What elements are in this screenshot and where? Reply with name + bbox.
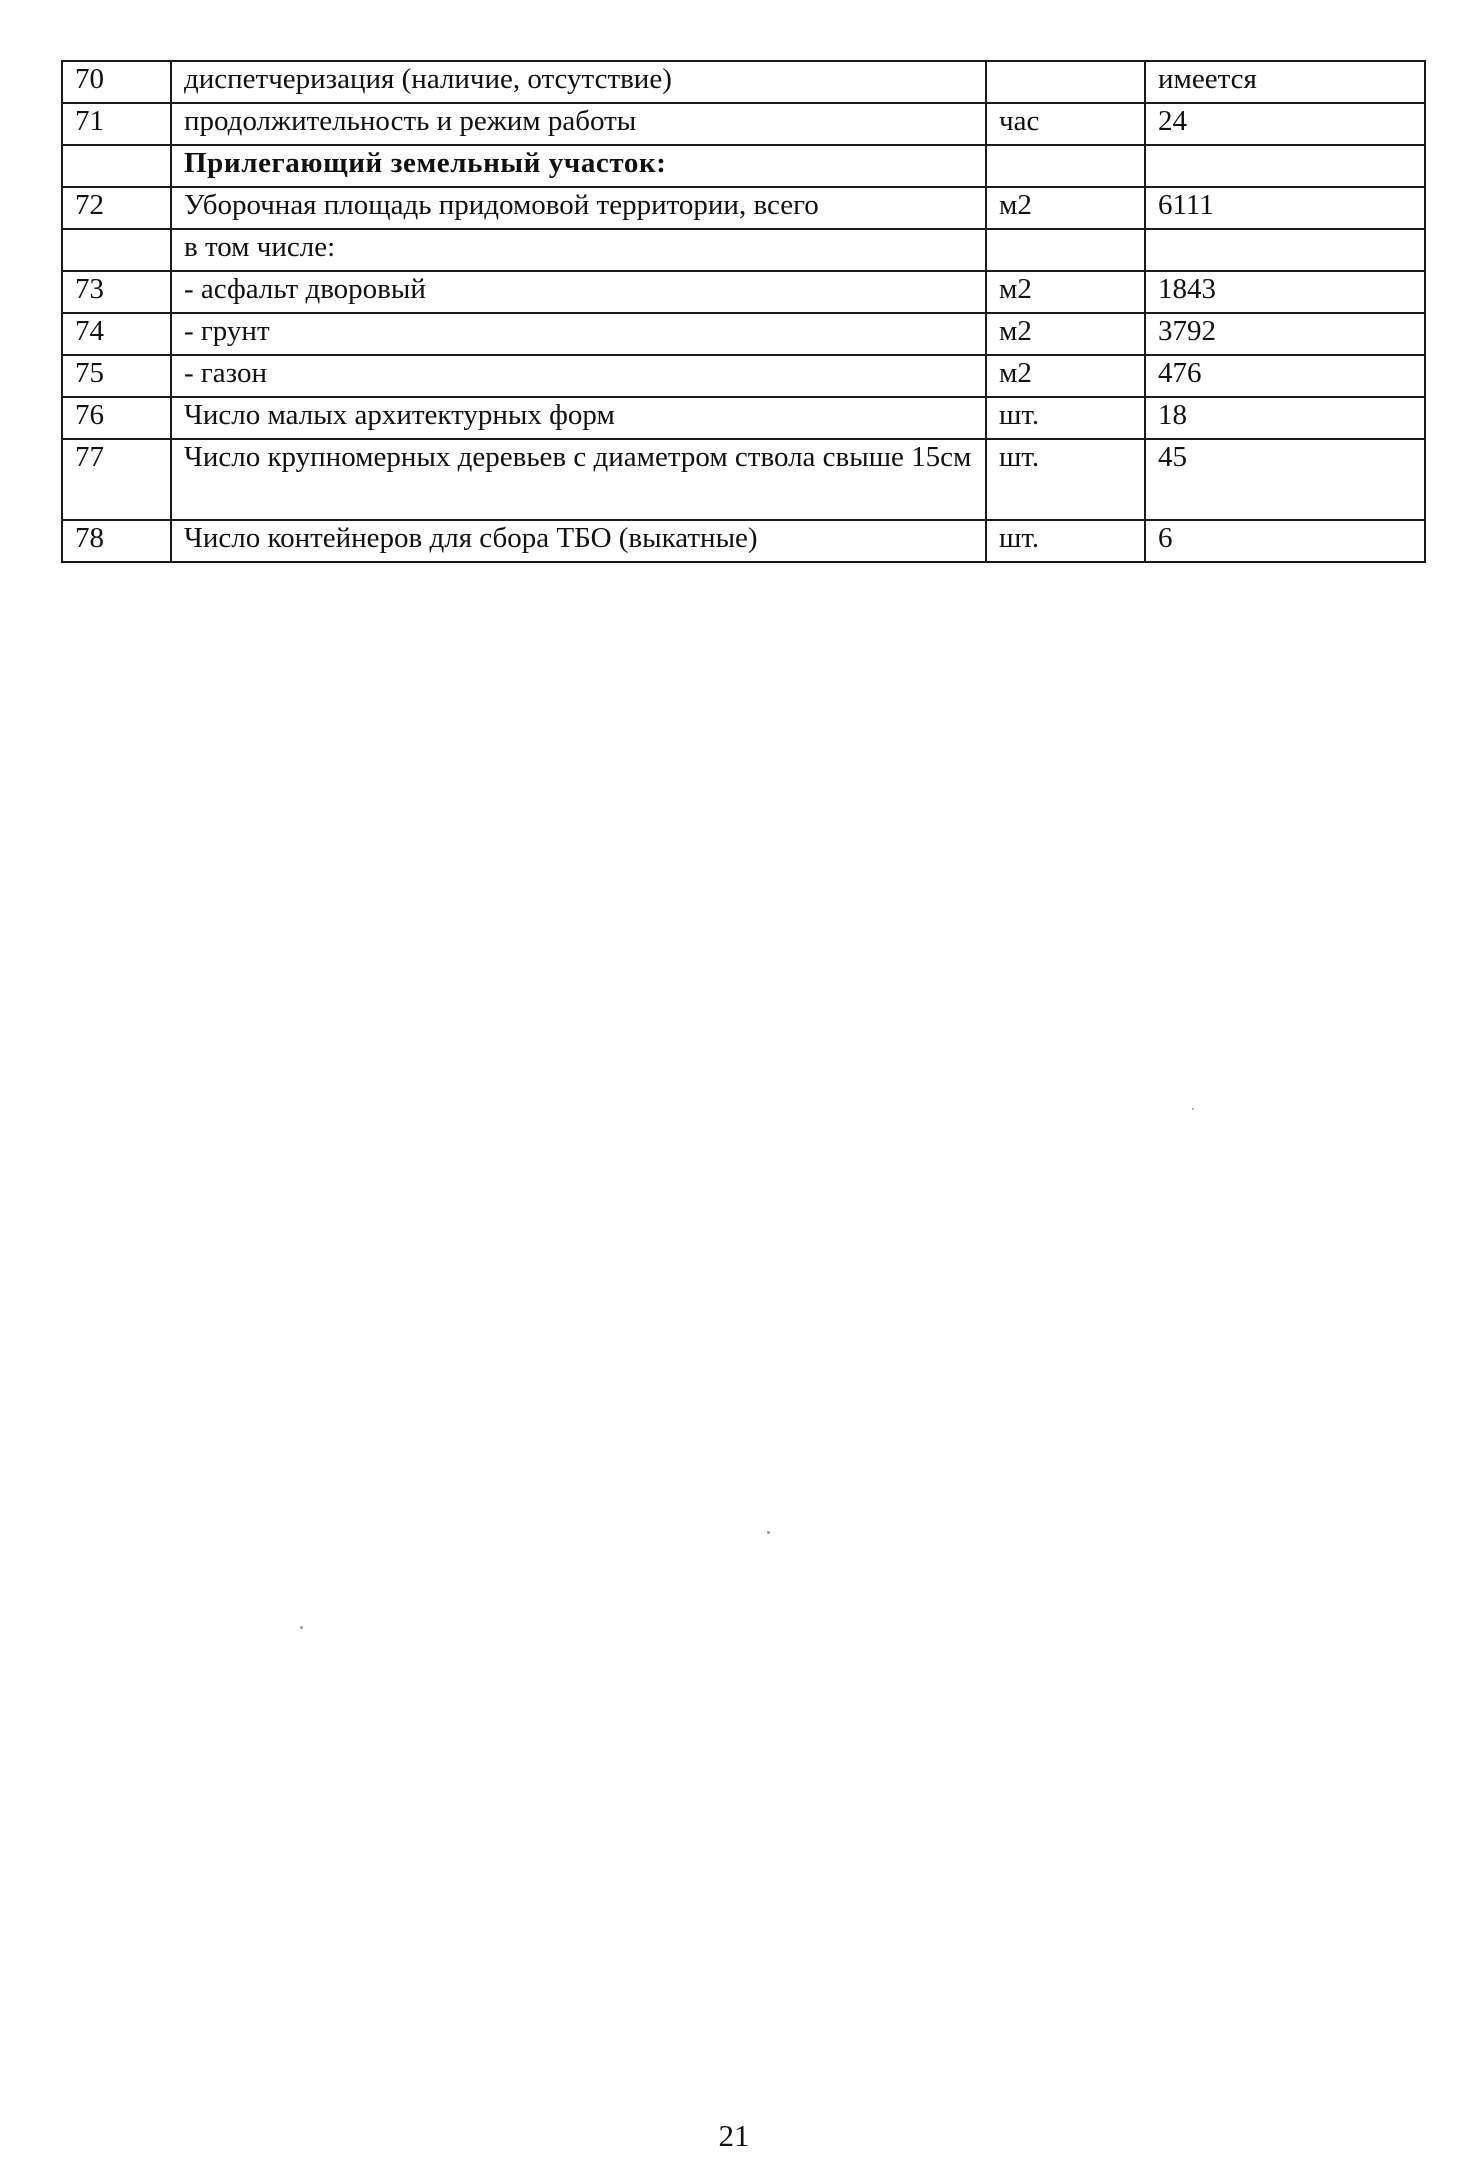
row-value: имеется [1145, 61, 1425, 103]
row-number: 75 [62, 355, 171, 397]
characteristics-table [61, 60, 1426, 563]
row-number: 71 [62, 103, 171, 145]
row-description: Уборочная площадь придомовой территории, всего [171, 187, 986, 229]
row-unit: м2 [986, 271, 1145, 313]
row-number: 77 [62, 439, 171, 520]
page-number: 21 [718, 2118, 750, 2153]
table-row [62, 61, 1425, 103]
row-value: 3792 [1145, 313, 1425, 355]
scan-speck [767, 1531, 770, 1534]
row-value: 6 [1145, 520, 1425, 562]
row-value: 24 [1145, 103, 1425, 145]
row-number: 74 [62, 313, 171, 355]
table-row [62, 520, 1425, 562]
table-row [62, 439, 1425, 520]
row-unit: м2 [986, 187, 1145, 229]
row-value: 6111 [1145, 187, 1425, 229]
row-description: - газон [171, 355, 986, 397]
row-unit: шт. [986, 520, 1145, 562]
row-value: 1843 [1145, 271, 1425, 313]
row-unit: шт. [986, 439, 1145, 520]
row-description: - грунт [171, 313, 986, 355]
row-number: 73 [62, 271, 171, 313]
table-row [62, 187, 1425, 229]
row-number [62, 229, 171, 271]
row-unit [986, 145, 1145, 187]
row-description: Число крупномерных деревьев с диаметром ствола свыше 15см [171, 439, 986, 520]
row-value [1145, 145, 1425, 187]
row-description: Число контейнеров для сбора ТБО (выкатные) [171, 520, 986, 562]
row-number: 78 [62, 520, 171, 562]
row-description: - асфальт дворовый [171, 271, 986, 313]
row-unit: шт. [986, 397, 1145, 439]
row-unit: час [986, 103, 1145, 145]
table-row [62, 271, 1425, 313]
subheading-row [62, 229, 1425, 271]
row-value: 45 [1145, 439, 1425, 520]
table-row [62, 355, 1425, 397]
row-value [1145, 229, 1425, 271]
table-row [62, 397, 1425, 439]
section-heading: Прилегающий земельный участок: [171, 145, 986, 187]
section-header-row [62, 145, 1425, 187]
row-unit: м2 [986, 355, 1145, 397]
table-row [62, 103, 1425, 145]
scan-speck [300, 1626, 303, 1629]
row-description: продолжительность и режим работы [171, 103, 986, 145]
table-row [62, 313, 1425, 355]
row-description: Число малых архитектурных форм [171, 397, 986, 439]
row-description: диспетчеризация (наличие, отсутствие) [171, 61, 986, 103]
row-unit: м2 [986, 313, 1145, 355]
row-value: 18 [1145, 397, 1425, 439]
row-value: 476 [1145, 355, 1425, 397]
scan-speck [1192, 1108, 1194, 1110]
row-unit [986, 61, 1145, 103]
row-description: в том числе: [171, 229, 986, 271]
row-number: 70 [62, 61, 171, 103]
row-unit [986, 229, 1145, 271]
row-number [62, 145, 171, 187]
row-number: 72 [62, 187, 171, 229]
row-number: 76 [62, 397, 171, 439]
